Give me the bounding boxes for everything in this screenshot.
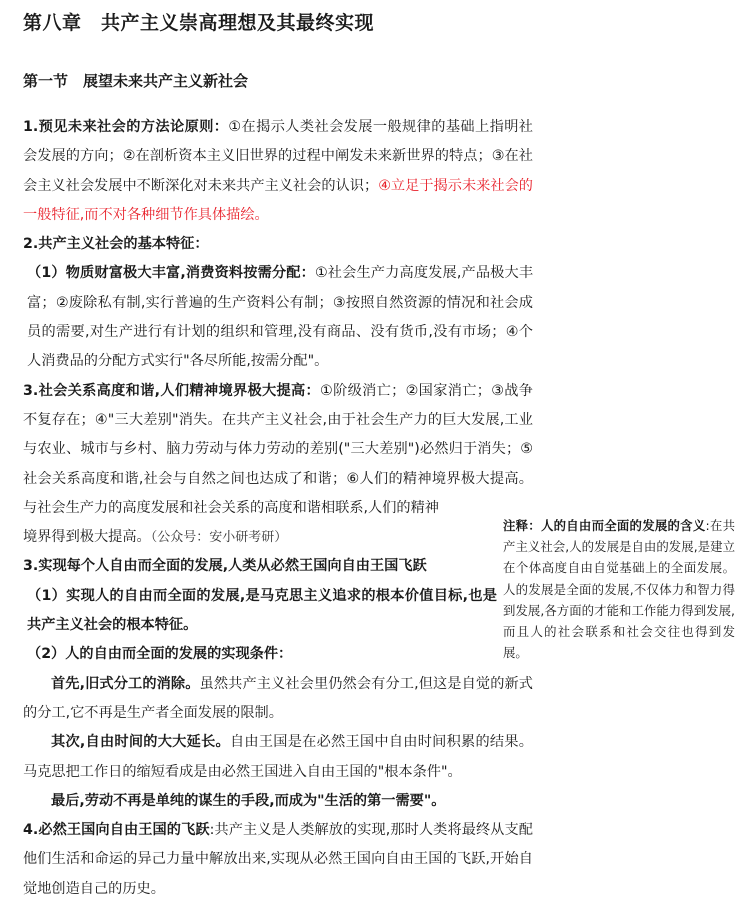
free-development-heading: 3.实现每个人自由而全面的发展,人类从必然王国向自由王国飞跃 — [23, 558, 427, 575]
annotation-text: :在共产主义社会,人的发展是自由的发展,是建立在个体高度自由自觉基础上的全面发展。人的发展是全面的发展,不仅体力和智力得到发展,各方面的才能和工作能力得到发展,而且人的社会联系和社会交往也得到发展。 — [503, 518, 735, 661]
paragraph-leap — [23, 816, 533, 904]
methodology-highlight: ④立足于揭示未来社会的一般特征,而不对各种细节作具体描绘。 — [23, 177, 533, 223]
condition-2-text: 自由王国是在必然王国中自由时间积累的结果。马克思把工作日的缩短看成是由必然王国进入自由王国的"根本条件"。 — [23, 734, 533, 780]
methodology-label: 1.预见未来社会的方法论原则： — [23, 119, 229, 135]
social-harmony-label: 3.社会关系高度和谐,人们精神境界极大提高： — [23, 382, 321, 399]
social-harmony-text: ①阶级消亡；②国家消亡；③战争不复存在；④"三大差别"消失。在共产主义社会,由于社会生产力的巨大发展,工业与农业、城市与乡村、脑力劳动与体力劳动的差别("三大差别")必然归于消失；⑤社会关系高度和谐,社会与自然之间也达成了和谐；⑥人们的精神境界极大提高。与社会生产力的高度发展和社会关系的高度和谐相联系,人们的精神 — [23, 382, 533, 516]
paragraph-social-harmony — [23, 377, 533, 553]
source-note: （公众号：安小研考研） — [150, 530, 288, 546]
free-development-goal: （1）实现人的自由而全面的发展,是马克思主义追求的根本价值目标,也是共产主义社会的根本特征。 — [27, 587, 497, 634]
social-harmony-text-end: 境界得到极大提高。 — [23, 529, 151, 546]
leap-label: 4.必然王国向自由王国的飞跃 — [23, 822, 210, 839]
condition-1-label: 首先,旧式分工的消除。 — [51, 675, 200, 692]
methodology-text: ①在揭示人类社会发展一般规律的基础上指明社会发展的方向；②在剖析资本主义旧世界的过程中阐发未来新世界的特点；③在社会主义社会发展中不断深化对未来共产主义社会的认识； — [23, 119, 533, 194]
condition-2-label: 其次,自由时间的大大延长。 — [51, 734, 230, 751]
condition-2 — [23, 728, 533, 787]
side-annotation — [503, 515, 735, 663]
main-content — [23, 113, 533, 904]
material-wealth-text: ①社会生产力高度发展,产品极大丰富；②废除私有制,实行普遍的生产资料公有制；③按照自然资源的情况和社会成员的需要,对生产进行有计划的组织和管理,没有商品、没有货币,没有市场；④个人消费品的分配方式实行"各尽所能,按需分配"。 — [27, 265, 534, 370]
basic-features-heading: 2.共产主义社会的基本特征： — [23, 236, 209, 253]
paragraph-methodology — [23, 113, 533, 230]
condition-3: 最后,劳动不再是单纯的谋生的手段,而成为"生活的第一需要"。 — [51, 792, 446, 809]
material-wealth-label: （1）物质财富极大丰富,消费资料按需分配： — [27, 265, 315, 282]
conditions-heading: （2）人的自由而全面的发展的实现条件： — [27, 646, 293, 663]
leap-text: :共产主义是人类解放的实现,那时人类将最终从支配他们生活和命运的异己力量中解放出来,实现从必然王国向自由王国的飞跃,开始自觉地创造自己的历史。 — [23, 822, 533, 897]
paragraph-material-wealth — [23, 259, 533, 376]
section-title: 第一节 展望未来共产主义新社会 — [23, 72, 249, 90]
chapter-title: 第八章 共产主义崇高理想及其最终实现 — [23, 12, 375, 34]
condition-1-text: 虽然共产主义社会里仍然会有分工,但这是自觉的新式的分工,它不再是生产者全面发展的限制。 — [23, 675, 533, 721]
condition-1 — [23, 670, 533, 729]
annotation-label: 注释：人的自由而全面的发展的含义 — [503, 518, 706, 533]
